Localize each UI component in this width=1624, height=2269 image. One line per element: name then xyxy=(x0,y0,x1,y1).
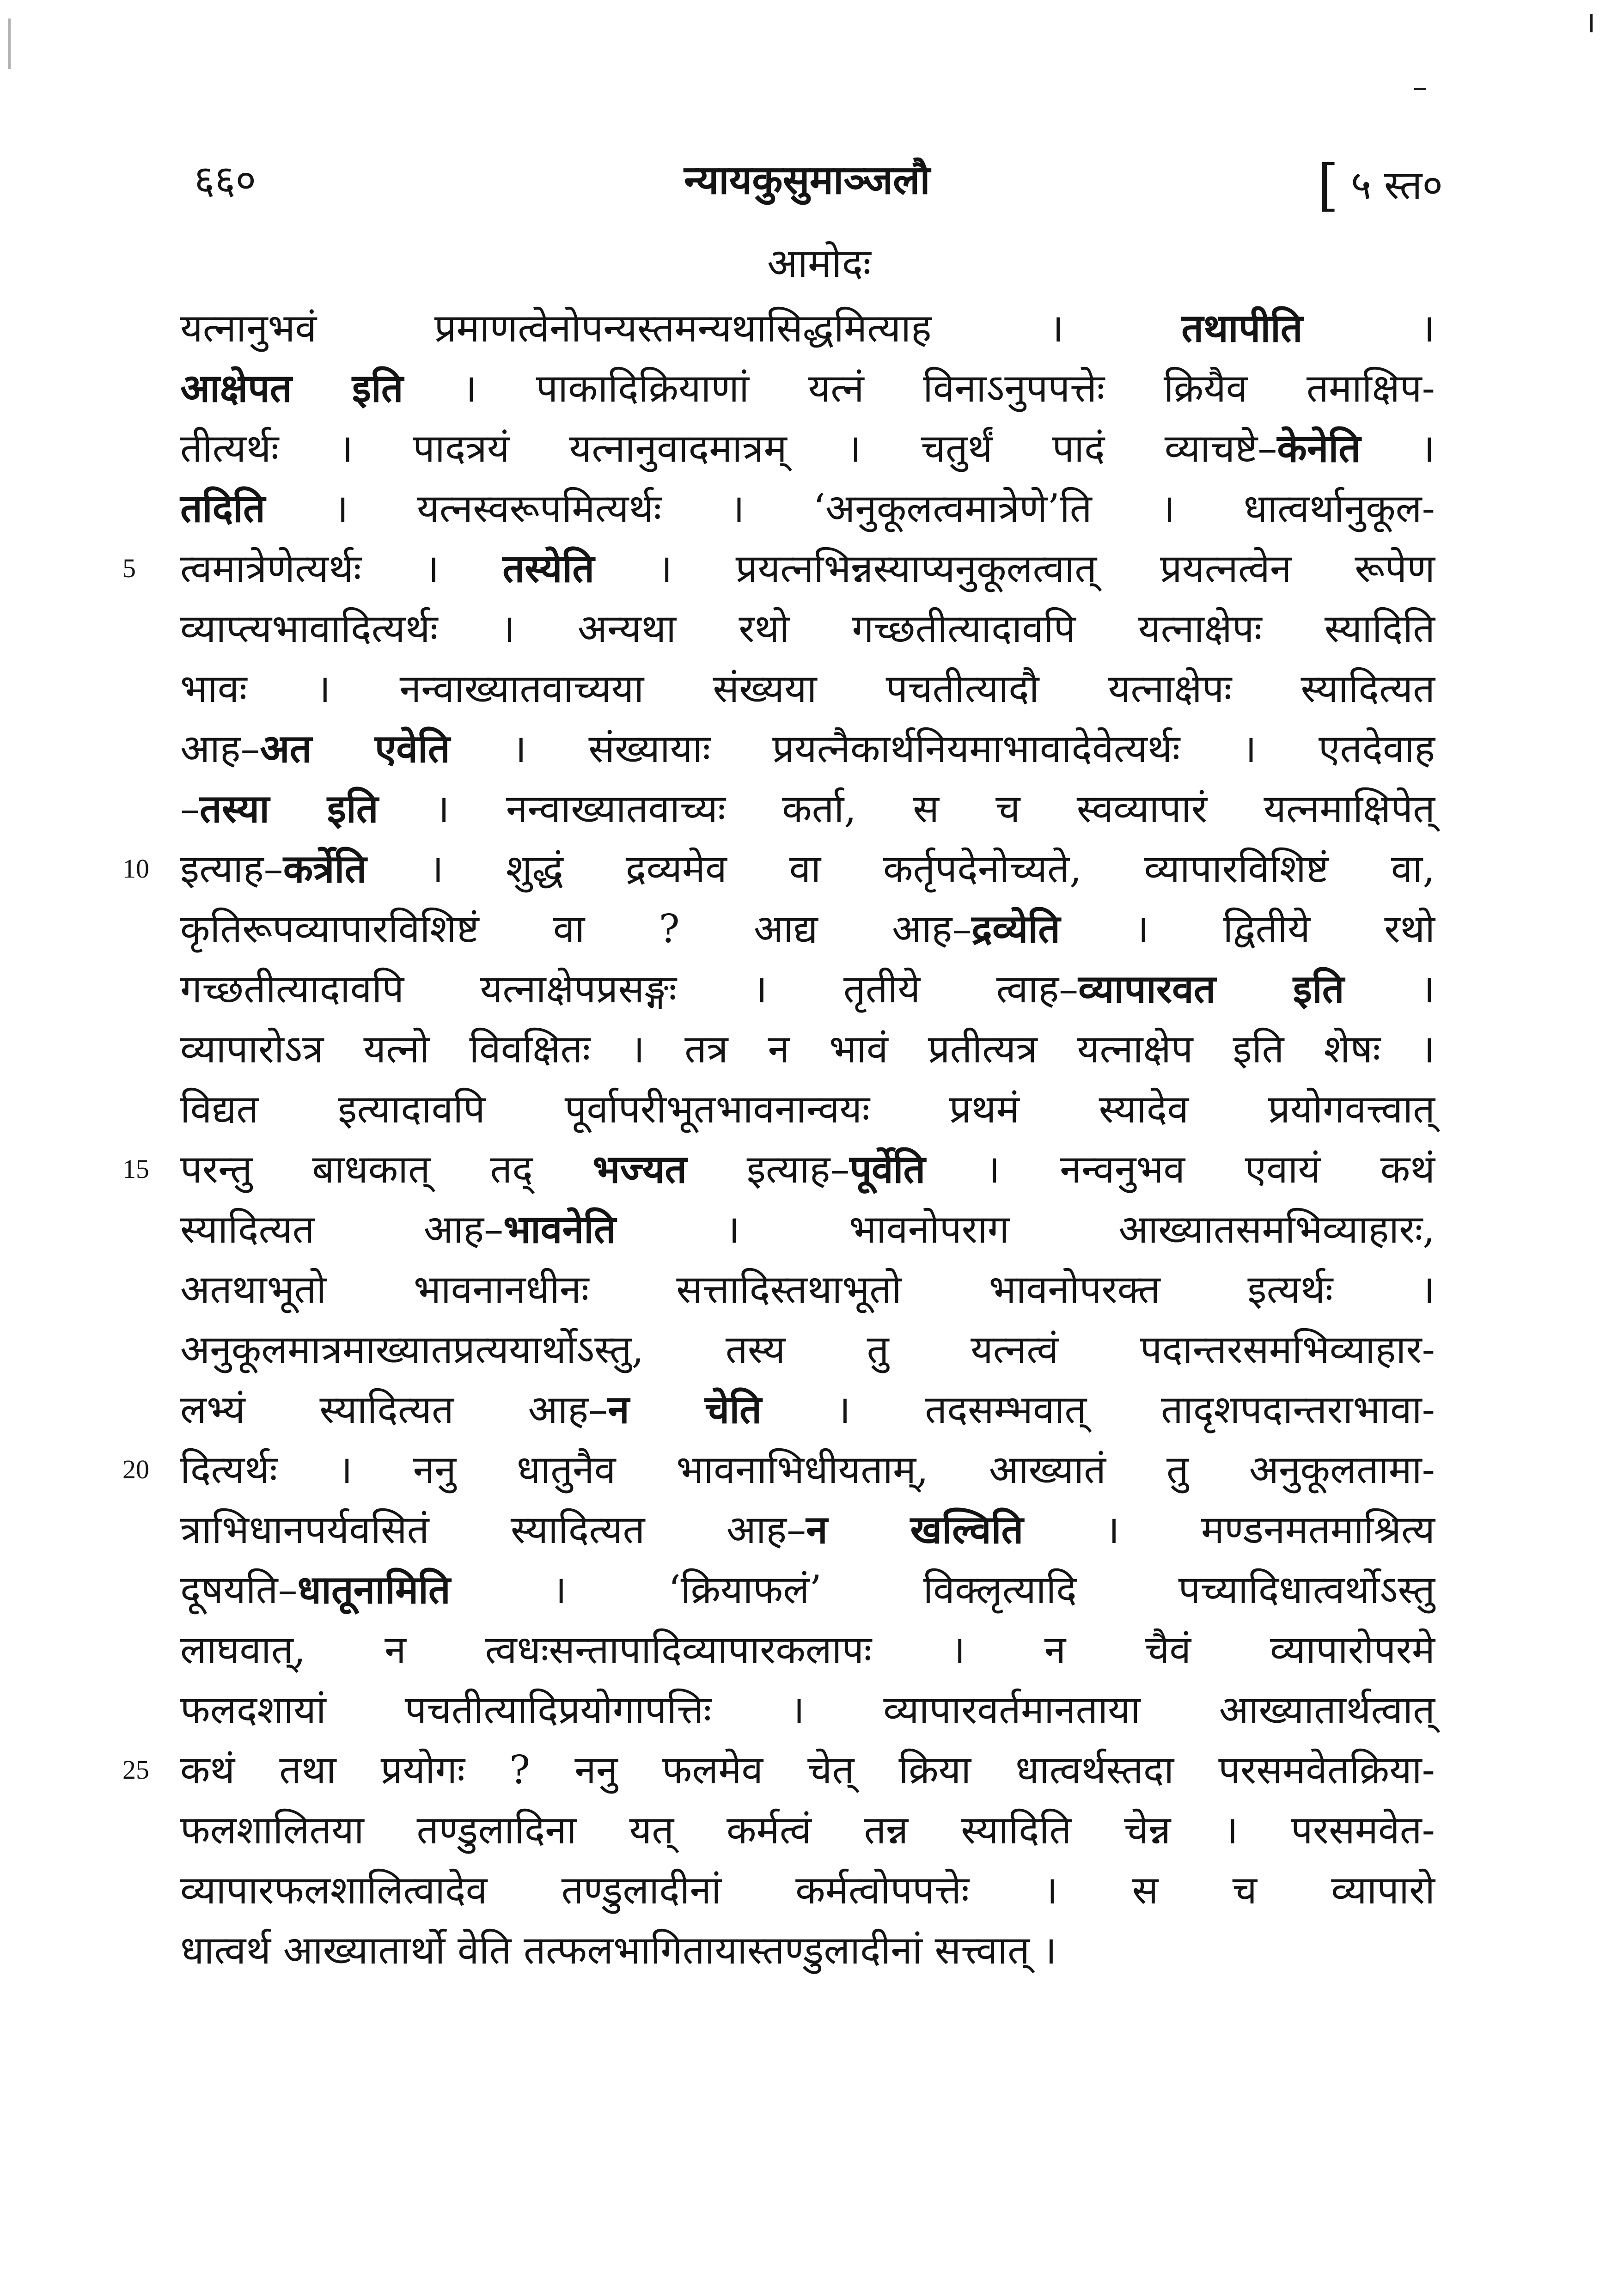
bold-lemma: न खल्विति xyxy=(806,1507,1024,1552)
text-run: । नन्वनुभव एवायं कथं xyxy=(925,1147,1435,1192)
text-line xyxy=(180,901,1435,957)
section-label: ५ स्त० xyxy=(1350,162,1443,208)
text-run: कथं तथा प्रयोगः ? ननु फलमेव चेत् क्रिया धात्वर्थस्तदा परसमवेतक्रिया- xyxy=(180,1747,1435,1793)
page-number: ६६० xyxy=(194,157,256,203)
text-run: त्राभिधानपर्यवसितं स्यादित्यत आह– xyxy=(180,1507,806,1552)
running-title: न्यायकुसुमाञ्जलौ xyxy=(684,157,930,203)
text-line xyxy=(180,360,1435,416)
text-run: । यत्नस्वरूपमित्यर्थः । ‘अनुकूलत्वमात्रेणे’ति । धात्वर्थानुकूल- xyxy=(265,486,1435,531)
text-run: । संख्यायाः प्रयत्नैकार्थनियमाभावादेवेत्यर्थः । एतदेवाह xyxy=(450,726,1435,771)
text-run: लाघवात्, न त्वधःसन्तापादिव्यापारकलापः । न चैवं व्यापारोपरमे xyxy=(180,1627,1435,1672)
text-run: अनुकूलमात्रमाख्यातप्रत्ययार्थोऽस्तु, तस्य तु यत्नत्वं पदान्तरसमभिव्याहार- xyxy=(180,1327,1435,1372)
text-line xyxy=(180,661,1435,716)
text-run: दित्यर्थः । ननु धातुनैव भावनाभिधीयताम्, आख्यातं तु अनुकूलतामा- xyxy=(180,1447,1435,1492)
scan-mark-right xyxy=(1590,14,1593,32)
text-run: । तदसम्भवात् तादृशपदान्तराभावा- xyxy=(762,1387,1435,1432)
text-line xyxy=(180,721,1435,776)
text-line xyxy=(180,1262,1435,1317)
text-line xyxy=(180,601,1435,656)
bold-lemma: तस्येति xyxy=(502,545,595,591)
text-line xyxy=(180,1922,1435,1978)
text-line xyxy=(180,1742,1435,1798)
text-run: अतथाभूतो भावनानधीनः सत्तादिस्तथाभूतो भावनोपरक्त इत्यर्थः । xyxy=(180,1267,1435,1312)
text-run: गच्छतीत्यादावपि यत्नाक्षेपप्रसङ्गः । तृतीये त्वाह– xyxy=(180,966,1079,1012)
bold-lemma: धातूनामिति xyxy=(297,1567,451,1612)
commentary-heading: आमोदः xyxy=(767,240,871,287)
text-run: । xyxy=(1302,305,1435,351)
text-line xyxy=(180,961,1435,1017)
text-line xyxy=(180,300,1435,356)
text-run: व्यापारफलशालित्वादेव तण्डुलादीनां कर्मत्वोपपत्तेः । स च व्यापारो xyxy=(180,1867,1435,1913)
text-line xyxy=(180,1382,1435,1437)
bold-lemma: आक्षेपत इति xyxy=(180,365,403,411)
text-run: आह– xyxy=(180,726,260,771)
text-line xyxy=(180,541,1435,596)
text-line xyxy=(180,1502,1435,1557)
text-run: – xyxy=(180,786,200,831)
bold-lemma: भावनेति xyxy=(503,1206,616,1252)
text-run: फलदशायां पचतीत्यादिप्रयोगापत्तिः । व्यापारवर्तमानताया आख्यातार्थत्वात् xyxy=(180,1687,1435,1732)
text-run: दूषयति– xyxy=(180,1567,298,1612)
text-line xyxy=(180,1622,1435,1677)
text-line xyxy=(180,781,1435,836)
text-run: तीत्यर्थः । पादत्रयं यत्नानुवादमात्रम् । चतुर्थं पादं व्याचष्टे– xyxy=(180,426,1277,471)
text-run: । नन्वाख्यातवाच्यः कर्ता, स च स्वव्यापारं यत्नमाक्षिपेत् xyxy=(378,786,1435,831)
line-number: 20 xyxy=(122,1454,149,1484)
bold-lemma: तस्या इति xyxy=(200,786,379,831)
text-run: भावः । नन्वाख्यातवाच्यया संख्यया पचतीत्यादौ यत्नाक्षेपः स्यादित्यत xyxy=(180,666,1435,711)
scan-mark-top xyxy=(1414,88,1426,90)
text-run: । भावनोपराग आख्यातसमभिव्याहारः, xyxy=(616,1207,1435,1252)
text-line xyxy=(180,841,1435,897)
bold-lemma: न चेति xyxy=(608,1386,762,1432)
text-run: कृतिरूपव्यापारविशिष्टं वा ? आद्य आह– xyxy=(180,906,972,952)
line-number: 25 xyxy=(122,1755,149,1785)
text-line xyxy=(180,1682,1435,1738)
line-number: 10 xyxy=(122,854,149,884)
text-line xyxy=(180,1862,1435,1918)
text-line xyxy=(180,421,1435,476)
text-line xyxy=(180,1442,1435,1497)
bold-lemma: तथापीति xyxy=(1181,305,1303,351)
text-run: विद्यत इत्यादावपि पूर्वापरीभूतभावनान्वयः प्रथमं स्यादेव प्रयोगवत्त्वात् xyxy=(180,1086,1435,1132)
text-run: यत्नानुभवं प्रमाणत्वेनोपन्यस्तमन्यथासिद्धमित्याह । xyxy=(180,305,1182,351)
text-line xyxy=(180,481,1435,536)
bold-lemma: तदिति xyxy=(180,485,265,531)
text-line xyxy=(180,1802,1435,1858)
text-run: इत्याह– xyxy=(180,846,283,891)
bold-lemma: अत एवेति xyxy=(260,726,450,771)
text-run: । पाकादिक्रियाणां यत्नं विनाऽनुपपत्तेः क्रियैव तमाक्षिप- xyxy=(403,366,1435,411)
text-run: । ‘क्रियाफलं’ विक्लृत्यादि पच्यादिधात्वर्थोऽस्तु xyxy=(450,1567,1435,1612)
text-run: त्वमात्रेणेत्यर्थः । xyxy=(180,546,503,591)
text-run: लभ्यं स्यादित्यत आह– xyxy=(180,1387,608,1432)
text-run: । xyxy=(1344,966,1435,1012)
text-run: स्यादित्यत आह– xyxy=(180,1207,504,1252)
text-run: व्यापारोऽत्र यत्नो विवक्षितः । तत्र न भावं प्रतीत्यत्र यत्नाक्षेप इति शेषः । xyxy=(180,1026,1435,1072)
text-run: व्याप्त्यभावादित्यर्थः । अन्यथा रथो गच्छतीत्यादावपि यत्नाक्षेपः स्यादिति xyxy=(180,606,1435,651)
bold-lemma: द्रव्येति xyxy=(971,906,1061,952)
line-number: 5 xyxy=(122,553,136,583)
text-run: धात्वर्थ आख्यातार्थो वेति तत्फलभागितायास्तण्डुलादीनां सत्त्वात् । xyxy=(180,1927,1057,1973)
text-line xyxy=(180,1021,1435,1077)
text-line xyxy=(180,1322,1435,1377)
bold-lemma: कर्त्रेति xyxy=(283,846,367,891)
text-run: । मण्डनमतमाश्रित्य xyxy=(1023,1507,1435,1552)
bold-lemma: केनेति xyxy=(1277,425,1361,471)
scan-mark-left xyxy=(8,18,11,69)
section-marker xyxy=(1317,153,1443,218)
text-run: इत्याह– xyxy=(687,1147,850,1192)
text-line xyxy=(180,1141,1435,1197)
text-line xyxy=(180,1081,1435,1137)
text-run: । xyxy=(1361,426,1435,471)
open-bracket: [ xyxy=(1317,153,1339,218)
text-run: । शुद्धं द्रव्यमेव वा कर्तृपदेनोच्यते, व्यापारविशिष्टं वा, xyxy=(366,846,1435,891)
text-run: । प्रयत्नभिन्नस्याप्यनुकूलत्वात् प्रयत्नत्वेन रूपेण xyxy=(594,546,1435,591)
text-run: फलशालितया तण्डुलादिना यत् कर्मत्वं तन्न स्यादिति चेन्न । परसमवेत- xyxy=(180,1807,1435,1853)
bold-lemma: भज्यत xyxy=(592,1146,687,1192)
bold-lemma: व्यापारवत इति xyxy=(1078,966,1344,1012)
text-line xyxy=(180,1202,1435,1257)
text-run: । द्वितीये रथो xyxy=(1060,906,1435,952)
text-line xyxy=(180,1562,1435,1617)
line-number: 15 xyxy=(122,1154,149,1184)
text-run: परन्तु बाधकात् तद् xyxy=(180,1147,593,1192)
bold-lemma: पूर्वेति xyxy=(849,1146,926,1192)
